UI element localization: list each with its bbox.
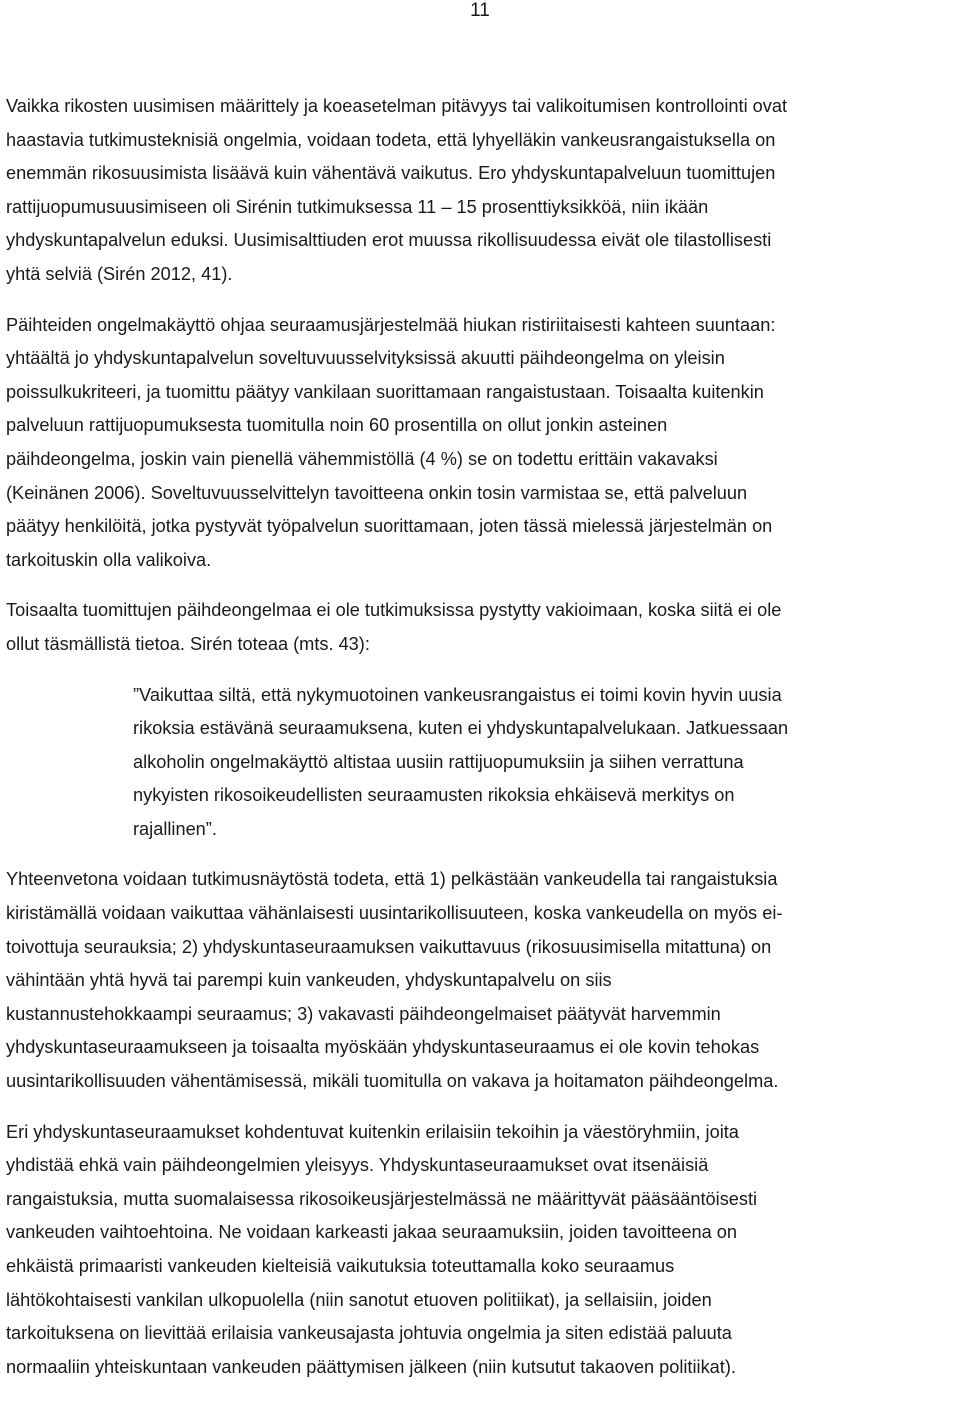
paragraph-5: [6, 1116, 956, 1385]
text-line: toivottuja seurauksia; 2) yhdyskuntaseuraamuksen vaikuttavuus (rikosuusimisella mitattuna) on: [6, 936, 772, 957]
quote-line: rikoksia estävänä seuraamuksena, kuten ei yhdyskuntapalvelukaan. Jatkuessaan: [133, 718, 789, 739]
paragraph-3: [6, 594, 956, 661]
text-line: (Keinänen 2006). Soveltuvuusselvittelyn tavoitteena onkin tosin varmistaa se, että palveluun: [6, 482, 748, 503]
text-line: päihdeongelma, joskin vain pienellä vähemmistöllä (4 %) se on todettu erittäin vakavaksi: [6, 448, 718, 469]
paragraph-4: [6, 863, 956, 1098]
text-line: tarkoituksena on lievittää erilaisia vankeusajasta johtuvia ongelmia ja siten edistää paluuta: [6, 1323, 732, 1344]
text-line: kustannustehokkaampi seuraamus; 3) vakavasti päihdeongelmaiset päätyvät harvemmin: [6, 1003, 721, 1024]
quote-line: rajallinen”.: [133, 818, 217, 839]
quote-line: alkoholin ongelmakäyttö altistaa uusiin rattijuopumuksiin ja siihen verrattuna: [133, 751, 744, 772]
text-line: yhdyskuntapalvelun eduksi. Uusimisalttiuden erot muussa rikollisuudessa eivät ole tilastollisesti: [6, 230, 772, 251]
text-line: ollut täsmällistä tietoa. Sirén toteaa (mts. 43):: [6, 633, 370, 654]
text-line: Toisaalta tuomittujen päihdeongelmaa ei ole tutkimuksissa pystytty vakioimaan, koska siitä ei ole: [6, 600, 782, 621]
text-line: kiristämällä voidaan vaikuttaa vähänlaisesti uusintarikollisuuteen, koska vankeudella on myös ei-: [6, 903, 783, 924]
document-body: [6, 90, 956, 1401]
text-line: rangaistuksia, mutta suomalaisessa rikosoikeusjärjestelmässä ne määrittyvät pääsääntöisesti: [6, 1188, 758, 1209]
block-quote: [133, 679, 956, 847]
text-line: enemmän rikosuusimista lisäävä kuin vähentävä vaikutus. Ero yhdyskuntapalveluun tuomittujen: [6, 163, 776, 184]
text-line: yhdistää ehkä vain päihdeongelmien yleisyys. Yhdyskuntaseuraamukset ovat itsenäisiä: [6, 1155, 709, 1176]
text-line: yhtäältä jo yhdyskuntapalvelun soveltuvuusselvityksissä akuutti päihdeongelma on yleisin: [6, 348, 725, 369]
text-line: Eri yhdyskuntaseuraamukset kohdentuvat kuitenkin erilaisiin tekoihin ja väestöryhmiin, joita: [6, 1121, 739, 1142]
text-line: rattijuopumusuusimiseen oli Sirénin tutkimuksessa 11 – 15 prosenttiyksikköä, niin ikään: [6, 196, 709, 217]
quote-line: ”Vaikuttaa siltä, että nykymuotoinen vankeusrangaistus ei toimi kovin hyvin uusia: [133, 684, 782, 705]
text-line: Yhteenvetona voidaan tutkimusnäytöstä todeta, että 1) pelkästään vankeudella tai rangaistuksia: [6, 869, 778, 890]
text-line: päätyy henkilöitä, jotka pystyvät työpalvelun suorittamaan, joten tässä mielessä järjestelmän on: [6, 516, 773, 537]
text-line: uusintarikollisuuden vähentämisessä, mikäli tuomitulla on vakava ja hoitamaton päihdeongelma.: [6, 1071, 779, 1092]
text-line: poissulkukriteeri, ja tuomittu päätyy vankilaan suorittamaan rangaistustaan. Toisaalta kuitenkin: [6, 381, 764, 402]
text-line: tarkoituskin olla valikoiva.: [6, 549, 212, 570]
text-line: yhtä selviä (Sirén 2012, 41).: [6, 263, 233, 284]
text-line: Vaikka rikosten uusimisen määrittely ja koeasetelman pitävyys tai valikoitumisen kontrollointi ovat: [6, 96, 788, 116]
text-line: Päihteiden ongelmakäyttö ohjaa seuraamusjärjestelmää hiukan ristiriitaisesti kahteen suuntaan:: [6, 314, 776, 335]
text-line: normaaliin yhteiskuntaan vankeuden päättymisen jälkeen (niin kutsutut takaoven politiikat).: [6, 1356, 736, 1377]
text-line: palveluun rattijuopumuksesta tuomitulla noin 60 prosentilla on ollut jonkin asteinen: [6, 415, 668, 436]
text-line: lähtökohtaisesti vankilan ulkopuolella (niin sanotut etuoven politiikat), ja sellaisiin, joiden: [6, 1289, 712, 1310]
quote-line: nykyisten rikosoikeudellisten seuraamusten rikoksia ehkäisevä merkitys on: [133, 785, 735, 806]
text-line: haastavia tutkimusteknisiä ongelmia, voidaan todeta, että lyhyelläkin vankeusrangaistuksella on: [6, 129, 776, 150]
paragraph-1: [6, 90, 956, 292]
text-line: vankeuden vaihtoehtoina. Ne voidaan karkeasti jakaa seuraamuksiin, joiden tavoitteena on: [6, 1222, 738, 1243]
text-line: ehkäistä primaaristi vankeuden kielteisiä vaikutuksia toteuttamalla koko seuraamus: [6, 1256, 675, 1276]
page-number: 11: [470, 0, 490, 21]
text-line: yhdyskuntaseuraamukseen ja toisaalta myöskään yhdyskuntaseuraamus ei ole kovin tehokas: [6, 1037, 760, 1058]
paragraph-2: [6, 309, 956, 578]
text-line: vähintään yhtä hyvä tai parempi kuin vankeuden, yhdyskuntapalvelu on siis: [6, 970, 612, 991]
